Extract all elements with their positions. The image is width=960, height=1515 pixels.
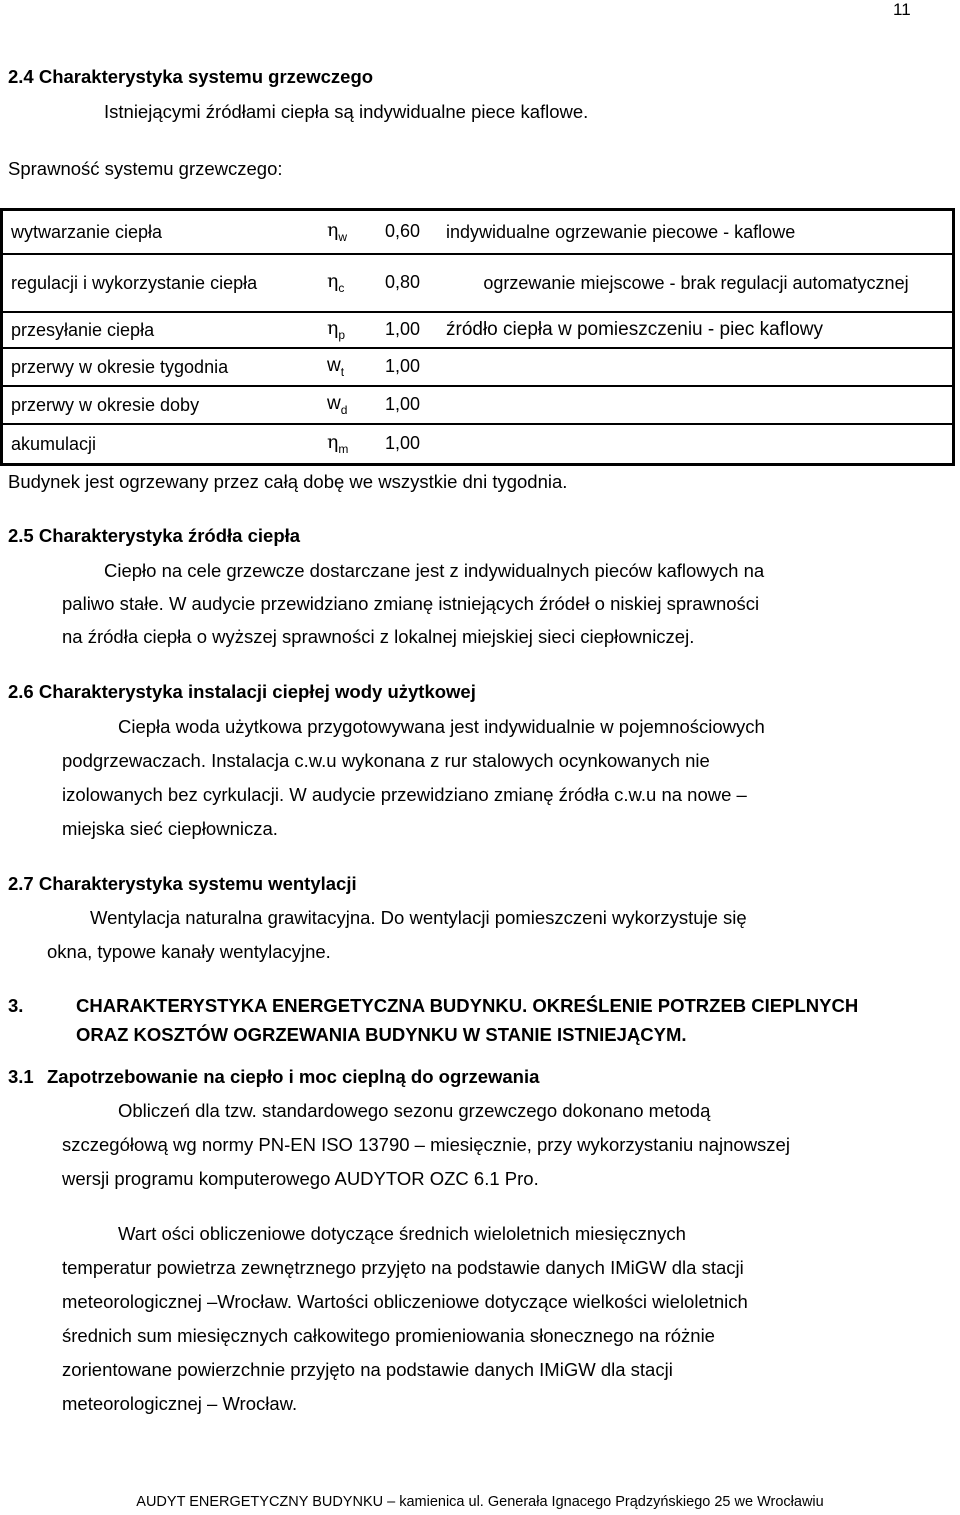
row-value: 1,00 <box>383 348 440 386</box>
section-3-1-p2-line: Wart ości obliczeniowe dotyczące średnich wieloletnich miesięcznych <box>118 1223 686 1244</box>
table-row <box>2 424 954 465</box>
section-3-number: 3. <box>8 995 24 1016</box>
section-3-1-p2-line: zorientowane powierzchnie przyjęto na podstawie danych IMiGW dla stacji <box>62 1359 673 1380</box>
table-row <box>2 210 954 255</box>
section-2-6-line: izolowanych bez cyrkulacji. W audycie przewidziano zmianę źródła c.w.u na nowe – <box>62 784 747 805</box>
section-2-5-line: Ciepło na cele grzewcze dostarczane jest z indywidualnych pieców kaflowych na <box>104 560 765 581</box>
section-3-1-p1-line: wersji programu komputerowego AUDYTOR OZC 6.1 Pro. <box>62 1168 539 1189</box>
section-3-1-p2-line: meteorologicznej –Wrocław. Wartości obliczeniowe dotyczące wielkości wieloletnich <box>62 1291 748 1312</box>
row-symbol: $\eta_p$ <box>313 312 383 348</box>
row-label: wytwarzanie ciepła <box>2 210 314 255</box>
section-3-1-p1-line: Obliczeń dla tzw. standardowego sezonu grzewczego dokonano metodą <box>118 1100 711 1121</box>
section-2-4-heading: 2.4 Charakterystyka systemu grzewczego <box>8 66 374 87</box>
page-footer: AUDYT ENERGETYCZNY BUDYNKU – kamienica ul. Generała Ignacego Prądzyńskiego 25 we Wrocławiu <box>136 1494 824 1510</box>
row-symbol: $\eta_m$ <box>327 431 349 457</box>
row-symbol: $\eta_w$ <box>313 210 383 255</box>
table-row <box>2 348 954 386</box>
table-row <box>2 312 954 348</box>
section-2-7-line: okna, typowe kanały wentylacyjne. <box>47 941 331 962</box>
row-value: 1,00 <box>385 433 421 454</box>
section-2-6-line: Ciepła woda użytkowa przygotowywana jest indywidualnie w pojemnościowych <box>118 716 765 737</box>
table-row <box>2 386 954 424</box>
section-3-1-heading: Zapotrzebowanie na ciepło i moc cieplną do ogrzewania <box>47 1066 540 1087</box>
section-2-4-intro: Istniejącymi źródłami ciepła są indywidualne piece kaflowe. <box>104 101 589 122</box>
efficiency-table <box>0 208 955 466</box>
row-value: 1,00 <box>383 312 440 348</box>
section-2-7-heading: 2.7 Charakterystyka systemu wentylacji <box>8 873 357 894</box>
row-symbol: $w_t$ <box>313 348 383 386</box>
section-3-1-p2-line: średnich sum miesięcznych całkowitego promieniowania słonecznego na różnie <box>62 1325 715 1346</box>
section-3-heading-line: ORAZ KOSZTÓW OGRZEWANIA BUDYNKU W STANIE ISTNIEJĄCYM. <box>76 1024 687 1045</box>
row-note <box>440 386 954 424</box>
section-3-1-p2-line: temperatur powietrza zewnętrznego przyjęto na podstawie danych IMiGW dla stacji <box>62 1257 744 1278</box>
section-2-5-line: paliwo stałe. W audycie przewidziano zmianę istniejących źródeł o niskiej sprawności <box>62 593 760 614</box>
section-2-6-line: miejska sieć ciepłownicza. <box>62 818 278 839</box>
section-2-7-line: Wentylacja naturalna grawitacyjna. Do wentylacji pomieszczeni wykorzystuje się <box>90 907 747 928</box>
section-3-1-p2-line: meteorologicznej – Wrocław. <box>62 1393 298 1414</box>
row-note: ogrzewanie miejscowe - brak regulacji automatycznej <box>440 254 954 312</box>
section-2-6-heading: 2.6 Charakterystyka instalacji ciepłej wody użytkowej <box>8 681 476 702</box>
table-row <box>2 254 954 312</box>
row-label: przesyłanie ciepła <box>2 312 314 348</box>
section-2-5-heading: 2.5 Charakterystyka źródła ciepła <box>8 525 301 546</box>
row-label: akumulacji <box>11 433 97 454</box>
section-3-1-p1-line: szczegółową wg normy PN-EN ISO 13790 – miesięcznie, przy wykorzystaniu najnowszej <box>62 1134 790 1155</box>
row-note: indywidualne ogrzewanie piecowe - kaflowe <box>440 210 954 255</box>
section-2-5-line: na źródła ciepła o wyższej sprawności z lokalnej miejskiej sieci ciepłowniczej. <box>62 626 695 647</box>
section-2-6-line: podgrzewaczach. Instalacja c.w.u wykonana z rur stalowych ocynkowanych nie <box>62 750 710 771</box>
heating-schedule-note: Budynek jest ogrzewany przez całą dobę we wszystkie dni tygodnia. <box>8 471 568 492</box>
efficiency-label: Sprawność systemu grzewczego: <box>8 158 283 179</box>
section-3-1-number: 3.1 <box>8 1066 34 1087</box>
row-note <box>440 348 954 386</box>
row-label: regulacji i wykorzystanie ciepła <box>2 254 314 312</box>
row-symbol: $w_d$ <box>313 386 383 424</box>
row-value: 0,60 <box>383 210 440 255</box>
row-value: 1,00 <box>383 386 440 424</box>
row-note: źródło ciepła w pomieszczeniu - piec kaflowy <box>440 312 954 348</box>
row-value: 0,80 <box>383 254 440 312</box>
row-label: przerwy w okresie doby <box>2 386 314 424</box>
row-note <box>440 424 954 465</box>
section-3-heading-line: CHARAKTERYSTYKA ENERGETYCZNA BUDYNKU. OKREŚLENIE POTRZEB CIEPLNYCH <box>76 995 859 1016</box>
row-label: przerwy w okresie tygodnia <box>2 348 314 386</box>
page-number: 11 <box>893 0 911 19</box>
row-symbol: $\eta_c$ <box>313 254 383 312</box>
